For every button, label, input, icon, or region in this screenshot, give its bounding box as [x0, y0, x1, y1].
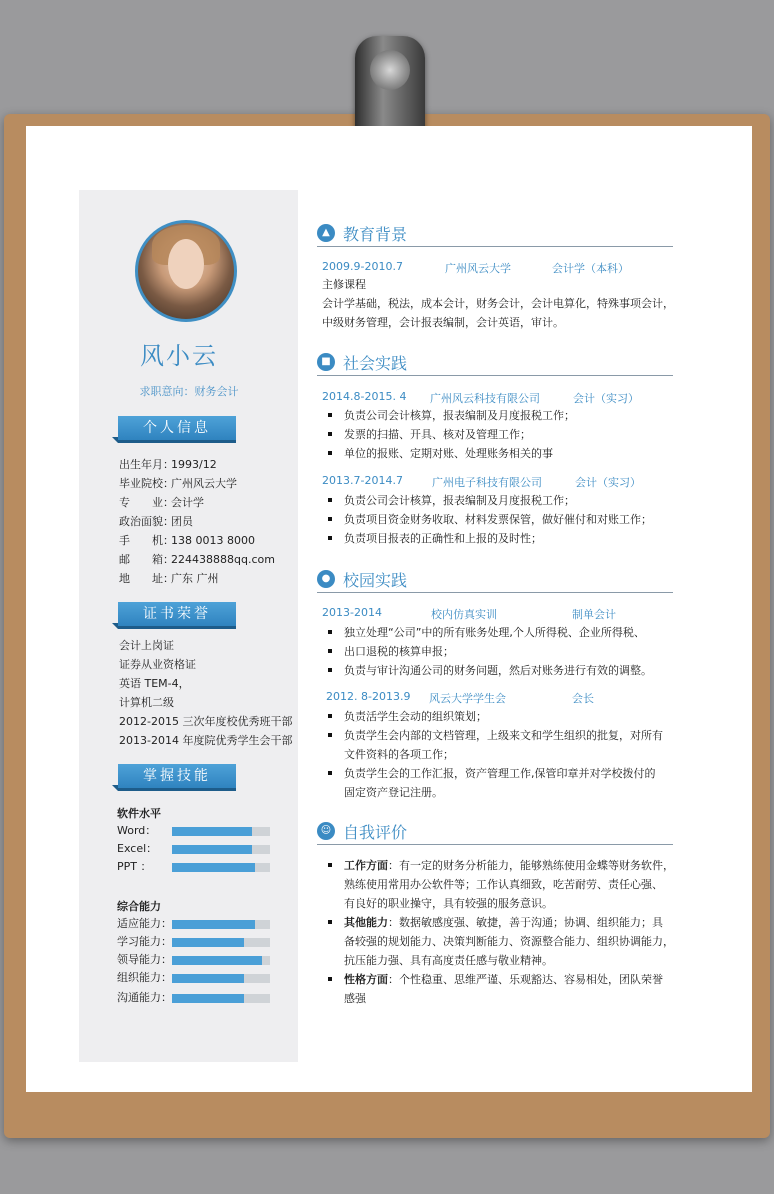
job-period: 2013.7-2014.7 — [322, 474, 403, 487]
education-school: 广州风云大学 — [445, 262, 511, 275]
skill-row-lead: 领导能力： — [117, 951, 277, 967]
list-item: 负责项目资金财务收取、材料发票保管，做好催付和对账工作； — [322, 510, 652, 529]
cert-item: 2013-2014 年度院优秀学生会干部 — [119, 734, 293, 747]
campus-period: 2012. 8-2013.9 — [326, 690, 411, 703]
certificates-list — [119, 636, 292, 750]
cert-item: 计算机二级 — [119, 696, 174, 709]
skill-bar — [172, 827, 270, 836]
info-row: 专 业：会计学 — [119, 496, 204, 509]
cert-item: 证券从业资格证 — [119, 658, 196, 671]
practice-title: 社会实践 — [343, 354, 408, 373]
campus-role: 制单会计 — [572, 608, 616, 621]
job-role: 会计（实习） — [573, 392, 639, 405]
skill-bar-fill — [172, 956, 262, 965]
skill-bar-fill — [172, 994, 244, 1003]
graduation-cap-icon: ▲ — [317, 224, 335, 242]
skill-row-excel: Excel： — [117, 840, 277, 856]
campus-section-header — [317, 570, 673, 593]
list-item: 其他能力：数据敏感度强、敏捷，善于沟通；协调、组织能力；具 备较强的规划能力、决策判断能力、资源整合能力、组织协调能力， 抗压能力强、具有高度责任感与敬业精神。 — [322, 913, 682, 970]
cert-item: 2012-2015 三次年度校优秀班干部 — [119, 715, 293, 728]
skill-bar — [172, 938, 270, 947]
self-eval-section-header — [317, 822, 673, 845]
software-level-title: 软件水平 — [117, 807, 161, 820]
info-row: 手 机：138 0013 8000 — [119, 534, 255, 547]
list-item: 负责学生会内部的文档管理，上级来文和学生组织的批复，对所有 文件资料的各项工作； — [322, 726, 663, 764]
campus-duties — [322, 623, 652, 680]
skill-bar — [172, 956, 270, 965]
skill-bar-fill — [172, 845, 252, 854]
list-item: 性格方面：个性稳重、思维严谨、乐观豁达、容易相处，团队荣誉 感强 — [322, 970, 682, 1008]
list-item: 负责公司会计核算，报表编制及月度报税工作； — [322, 491, 652, 510]
skills-heading: 掌握技能 — [118, 764, 236, 788]
job-period: 2014.8-2015. 4 — [322, 390, 407, 403]
education-period: 2009.9-2010.7 — [322, 260, 403, 273]
list-item: 工作方面：有一定的财务分析能力，能够熟练使用金蝶等财务软件， 熟练使用常用办公软件等；工作认真细致，吃苦耐劳、责任心强、 有良好的职业操守，具有较强的服务意识。 — [322, 856, 682, 913]
campus-title: 校园实践 — [343, 571, 408, 590]
education-section-header — [317, 224, 673, 247]
campus-role: 会长 — [572, 692, 594, 705]
list-item: 出口退税的核算申报； — [322, 642, 652, 661]
list-item: 负责学生会的工作汇报，资产管理工作,保管印章并对学校拨付的 固定资产登记注册。 — [322, 764, 663, 802]
skill-bar-fill — [172, 827, 252, 836]
education-title: 教育背景 — [343, 225, 408, 244]
list-item: 发票的扫描、开具、核对及管理工作； — [322, 425, 575, 444]
practice-section-header — [317, 353, 673, 376]
info-row: 出生年月：1993/12 — [119, 458, 217, 471]
skill-bar — [172, 994, 270, 1003]
info-row: 邮 箱：224438888qq.com — [119, 553, 275, 566]
job-duties — [322, 406, 575, 463]
personal-info-list — [119, 455, 275, 588]
campus-org: 风云大学学生会 — [429, 692, 506, 705]
self-eval-title: 自我评价 — [343, 823, 408, 842]
list-item: 单位的报账、定期对账、处理账务相关的事 — [322, 444, 575, 463]
skill-bar — [172, 863, 270, 872]
cert-item: 会计上岗证 — [119, 639, 174, 652]
self-eval-list — [322, 856, 682, 1008]
info-row: 政治面貌：团员 — [119, 515, 193, 528]
skill-bar-fill — [172, 974, 244, 983]
job-intention: 求职意向：财务会计 — [139, 385, 239, 398]
person-icon: ☺ — [317, 822, 335, 840]
campus-org: 校内仿真实训 — [431, 608, 497, 621]
info-row: 地 址：广东 广州 — [119, 572, 219, 585]
list-item: 负责项目报表的正确性和上报的及时性； — [322, 529, 652, 548]
briefcase-icon: ■ — [317, 353, 335, 371]
skill-row-word: Word： — [117, 822, 277, 838]
skill-row-organize: 组织能力： — [117, 969, 277, 985]
list-item: 独立处理“公司”中的所有账务处理,个人所得税、企业所得税、 — [322, 623, 652, 642]
clip-rivet — [370, 50, 410, 90]
skill-bar — [172, 920, 270, 929]
skill-row-communicate: 沟通能力： — [117, 989, 277, 1005]
personal-info-heading: 个人信息 — [118, 416, 236, 440]
avatar — [135, 220, 237, 322]
education-courses: 主修课程 会计学基础，税法，成本会计，财务会计，会计电算化，特殊事项会计， 中级财务管理，会计报表编制，会计英语，审计。 — [322, 278, 674, 329]
skill-bar — [172, 974, 270, 983]
info-row: 毕业院校：广州风云大学 — [119, 477, 237, 490]
campus-duties — [322, 707, 663, 802]
campus-period: 2013-2014 — [322, 606, 382, 619]
general-ability-title: 综合能力 — [117, 900, 161, 913]
candidate-name: 风小云 — [140, 342, 218, 370]
education-major: 会计学（本科） — [552, 262, 629, 275]
skill-row-adapt: 适应能力： — [117, 915, 277, 931]
skill-row-learn: 学习能力： — [117, 933, 277, 949]
skill-bar-fill — [172, 863, 255, 872]
list-item: 负责活学生会动的组织策划； — [322, 707, 663, 726]
list-item: 负责与审计沟通公司的财务问题，然后对账务进行有效的调整。 — [322, 661, 652, 680]
skill-bar-fill — [172, 938, 244, 947]
skill-row-ppt: PPT ： — [117, 858, 277, 874]
bag-icon: ● — [317, 570, 335, 588]
job-company: 广州风云科技有限公司 — [430, 392, 540, 405]
job-duties — [322, 491, 652, 548]
skill-bar-fill — [172, 920, 255, 929]
cert-item: 英语 TEM-4， — [119, 677, 190, 690]
list-item: 负责公司会计核算，报表编制及月度报税工作； — [322, 406, 575, 425]
skill-bar — [172, 845, 270, 854]
job-company: 广州电子科技有限公司 — [432, 476, 542, 489]
certificates-heading: 证书荣誉 — [118, 602, 236, 626]
job-role: 会计（实习） — [575, 476, 641, 489]
